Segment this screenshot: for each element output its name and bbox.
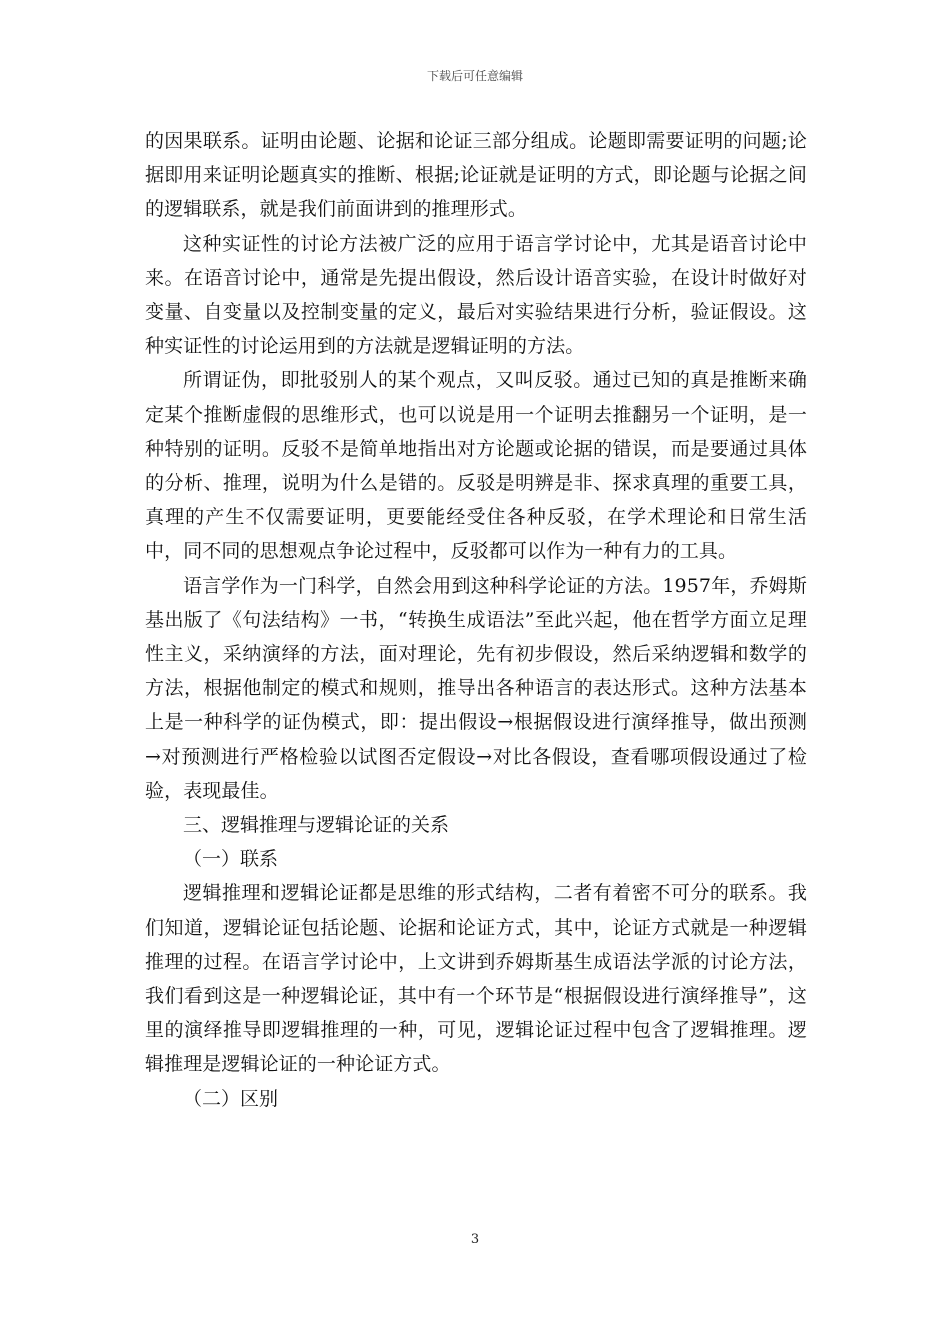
- paragraph-chomsky: 语言学作为一门科学，自然会用到这种科学论证的方法。1957年，乔姆斯基出版了《句法结构》一书，“转换生成语法”至此兴起，他在哲学方面立足理性主义，采纳演绎的方法，面对理论，先有初步假设，然后采纳逻辑和数学的方法，根据他制定的模式和规则，推导出各种语言的表达形式。这种方法基本上是一种科学的证伪模式，即：提出假设→根据假设进行演绎推导，做出预测→对预测进行严格检验以试图否定假设→对比各假设，查看哪项假设通过了检验，表现最佳。: [145, 574, 807, 802]
- paragraph-continuation: 的因果联系。证明由论题、论据和论证三部分组成。论题即需要证明的问题;论据即用来证明论题真实的推断、根据;论证就是证明的方式，即论题与论据之间的逻辑联系，就是我们前面讲到的推理形式。: [145, 130, 807, 221]
- document-body: [145, 124, 807, 1116]
- paragraph-connection: 逻辑推理和逻辑论证都是思维的形式结构，二者有着密不可分的联系。我们知道，逻辑论证包括论题、论据和论证方式，其中，论证方式就是一种逻辑推理的过程。在语言学讨论中，上文讲到乔姆斯基生成语法学派的讨论方法，我们看到这是一种逻辑论证，其中有一个环节是“根据假设进行演绎推导”，这里的演绎推导即逻辑推理的一种，可见，逻辑论证过程中包含了逻辑推理。逻辑推理是逻辑论证的一种论证方式。: [145, 882, 807, 1076]
- section-heading-3: 三、逻辑推理与逻辑论证的关系: [183, 814, 450, 837]
- page-number: 3: [470, 1232, 480, 1247]
- page-header: 下载后可任意编辑: [426, 69, 523, 83]
- subheading-connection: （一）联系: [183, 848, 279, 871]
- paragraph-falsification: 所谓证伪，即批驳别人的某个观点，又叫反驳。通过已知的真是推断来确定某个推断虚假的思维形式，也可以说是用一个证明去推翻另一个证明，是一种特别的证明。反驳不是简单地指出对方论题或论据的错误，而是要通过具体的分析、推理，说明为什么是错的。反驳是明辨是非、探求真理的重要工具，真理的产生不仅需要证明，更要能经受住各种反驳，在学术理论和日常生活中，同不同的思想观点争论过程中，反驳都可以作为一种有力的工具。: [145, 369, 807, 563]
- subheading-difference: （二）区别: [183, 1087, 279, 1110]
- paragraph-empirical-method: 这种实证性的讨论方法被广泛的应用于语言学讨论中，尤其是语音讨论中来。在语音讨论中，通常是先提出假设，然后设计语音实验，在设计时做好对变量、自变量以及控制变量的定义，最后对实验结果进行分析，验证假设。这种实证性的讨论运用到的方法就是逻辑证明的方法。: [145, 232, 807, 358]
